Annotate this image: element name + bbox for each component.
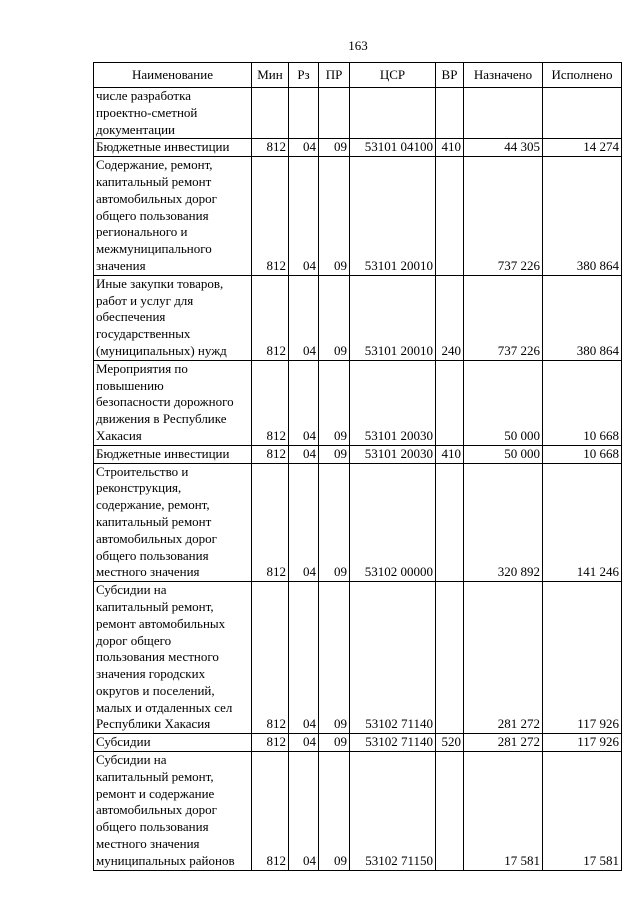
cell-rz	[289, 88, 319, 139]
cell-plan: 17 581	[464, 752, 543, 871]
cell-name: Субсидии на капитальный ремонт, ремонт и содержание автомобильных дорог общего пользования местного значения муниципальных районов	[94, 752, 252, 871]
cell-plan: 320 892	[464, 463, 543, 582]
cell-done: 10 668	[543, 360, 622, 445]
header-vr: ВР	[436, 63, 464, 88]
cell-done: 14 274	[543, 139, 622, 157]
cell-csr: 53101 04100	[350, 139, 436, 157]
page-number: 163	[348, 38, 368, 53]
cell-min: 812	[252, 752, 289, 871]
cell-vr	[436, 463, 464, 582]
cell-vr	[436, 582, 464, 734]
table-row	[94, 734, 622, 752]
cell-rz: 04	[289, 445, 319, 463]
cell-done	[543, 88, 622, 139]
table-row	[94, 752, 622, 871]
header-min: Мин	[252, 63, 289, 88]
budget-table	[93, 62, 622, 871]
cell-plan: 50 000	[464, 360, 543, 445]
cell-plan: 737 226	[464, 157, 543, 276]
cell-plan: 737 226	[464, 275, 543, 360]
cell-vr: 410	[436, 445, 464, 463]
cell-rz: 04	[289, 157, 319, 276]
cell-rz: 04	[289, 582, 319, 734]
table-row	[94, 275, 622, 360]
header-name: Наименование	[94, 63, 252, 88]
table-row	[94, 157, 622, 276]
cell-done: 380 864	[543, 157, 622, 276]
table-row	[94, 88, 622, 139]
cell-pr: 09	[319, 582, 350, 734]
cell-pr: 09	[319, 445, 350, 463]
cell-pr	[319, 88, 350, 139]
table-row	[94, 582, 622, 734]
cell-csr	[350, 88, 436, 139]
cell-name: Строительство и реконструкция, содержание, ремонт, капитальный ремонт автомобильных дорог общего пользования местного значения	[94, 463, 252, 582]
cell-min: 812	[252, 463, 289, 582]
cell-plan: 281 272	[464, 582, 543, 734]
table-row	[94, 139, 622, 157]
cell-name: Мероприятия по повышению безопасности дорожного движения в Республике Хакасия	[94, 360, 252, 445]
cell-pr: 09	[319, 139, 350, 157]
cell-csr: 53102 00000	[350, 463, 436, 582]
cell-min: 812	[252, 582, 289, 734]
cell-name: Иные закупки товаров, работ и услуг для обеспечения государственных (муниципальных) нужд	[94, 275, 252, 360]
cell-vr: 520	[436, 734, 464, 752]
cell-csr: 53102 71150	[350, 752, 436, 871]
cell-done: 10 668	[543, 445, 622, 463]
cell-rz: 04	[289, 734, 319, 752]
cell-name: Бюджетные инвестиции	[94, 139, 252, 157]
header-row	[94, 63, 622, 88]
cell-min: 812	[252, 139, 289, 157]
cell-pr: 09	[319, 157, 350, 276]
cell-rz: 04	[289, 360, 319, 445]
cell-csr: 53102 71140	[350, 734, 436, 752]
cell-name: Содержание, ремонт, капитальный ремонт автомобильных дорог общего пользования регионального и межмуниципального значения	[94, 157, 252, 276]
table-row	[94, 445, 622, 463]
cell-vr: 410	[436, 139, 464, 157]
cell-min: 812	[252, 157, 289, 276]
cell-csr: 53101 20010	[350, 157, 436, 276]
header-pr: ПР	[319, 63, 350, 88]
cell-rz: 04	[289, 752, 319, 871]
cell-name: числе разработка проектно-сметной документации	[94, 88, 252, 139]
cell-pr: 09	[319, 752, 350, 871]
table-row	[94, 463, 622, 582]
cell-vr	[436, 157, 464, 276]
cell-plan: 50 000	[464, 445, 543, 463]
table-row	[94, 360, 622, 445]
cell-csr: 53101 20030	[350, 445, 436, 463]
cell-pr: 09	[319, 463, 350, 582]
cell-pr: 09	[319, 734, 350, 752]
cell-rz: 04	[289, 463, 319, 582]
cell-done: 117 926	[543, 582, 622, 734]
cell-vr: 240	[436, 275, 464, 360]
cell-rz: 04	[289, 275, 319, 360]
header-csr: ЦСР	[350, 63, 436, 88]
cell-min: 812	[252, 275, 289, 360]
header-plan: Назначено	[464, 63, 543, 88]
cell-vr	[436, 88, 464, 139]
cell-rz: 04	[289, 139, 319, 157]
cell-done: 141 246	[543, 463, 622, 582]
cell-plan	[464, 88, 543, 139]
cell-csr: 53102 71140	[350, 582, 436, 734]
cell-min: 812	[252, 360, 289, 445]
cell-csr: 53101 20010	[350, 275, 436, 360]
cell-name: Субсидии	[94, 734, 252, 752]
header-rz: Рз	[289, 63, 319, 88]
cell-vr	[436, 360, 464, 445]
cell-name: Бюджетные инвестиции	[94, 445, 252, 463]
cell-done: 17 581	[543, 752, 622, 871]
cell-vr	[436, 752, 464, 871]
cell-pr: 09	[319, 275, 350, 360]
cell-plan: 44 305	[464, 139, 543, 157]
cell-min: 812	[252, 445, 289, 463]
header-done: Исполнено	[543, 63, 622, 88]
cell-pr: 09	[319, 360, 350, 445]
cell-min: 812	[252, 734, 289, 752]
cell-min	[252, 88, 289, 139]
cell-plan: 281 272	[464, 734, 543, 752]
cell-done: 380 864	[543, 275, 622, 360]
cell-name: Субсидии на капитальный ремонт, ремонт автомобильных дорог общего пользования местного значения городских округов и поселений, малых и отдаленных сел Республики Хакасия	[94, 582, 252, 734]
cell-done: 117 926	[543, 734, 622, 752]
cell-csr: 53101 20030	[350, 360, 436, 445]
